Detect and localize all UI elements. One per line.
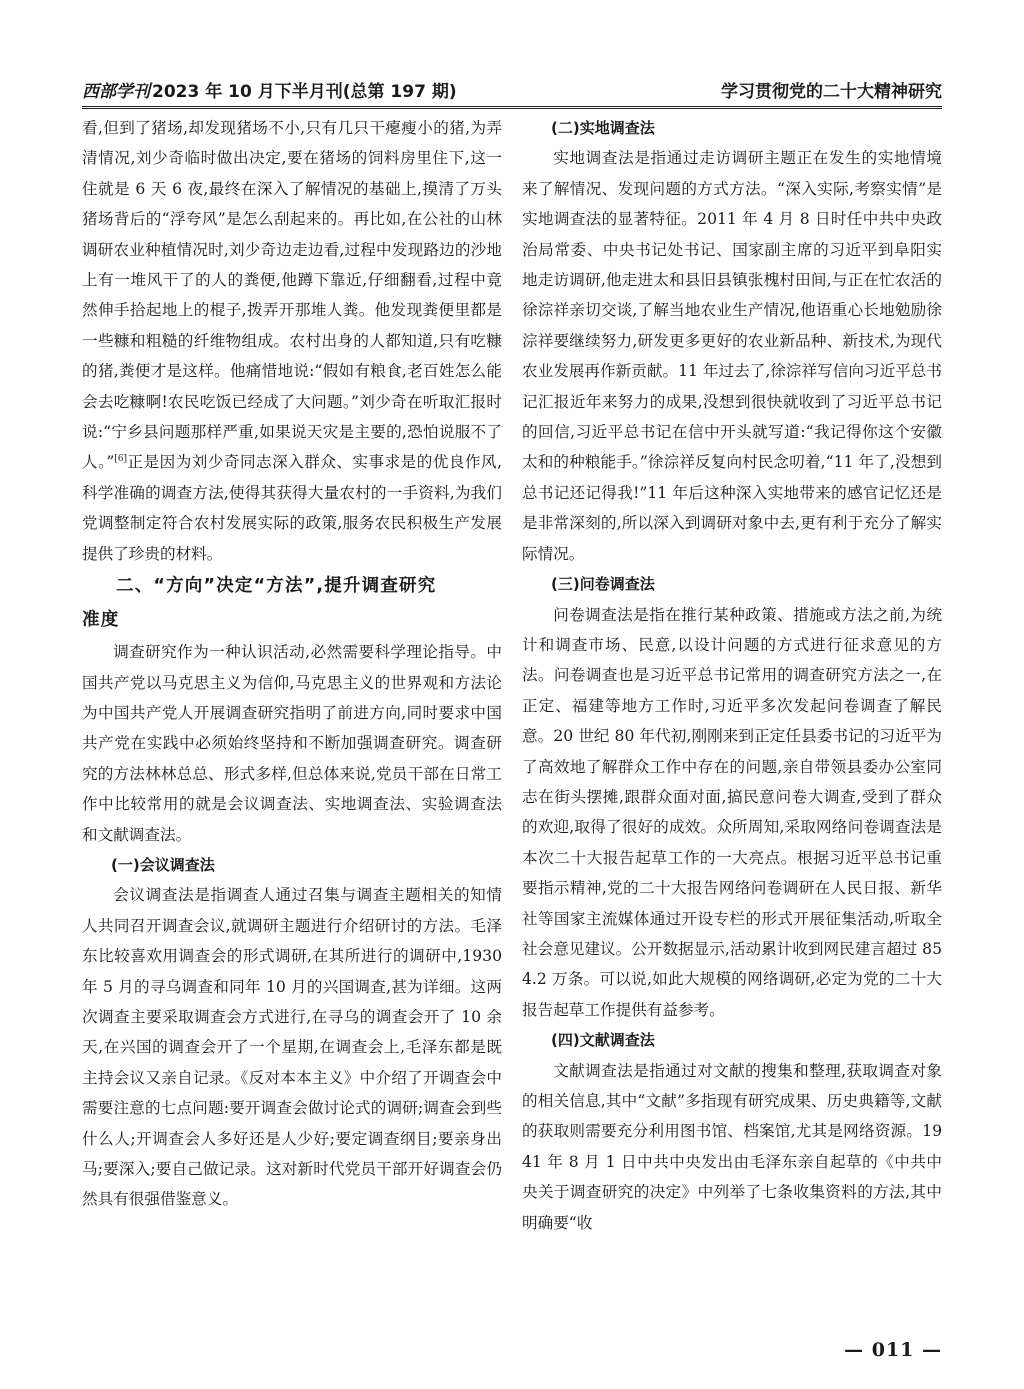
paragraph-text: 正是因为刘少奇同志深入群众、实事求是的优良作风,科学准确的调查方法,使得其获得大量农村的一手资料,为我们党调整制定符合农村发展实际的政策,服务农民积极生产发展提供了珍贵的材料。 (82, 453, 502, 563)
section-title: 学习贯彻党的二十大精神研究 (721, 82, 942, 102)
paragraph: 会议调查法是指调查人通过召集与调查主题相关的知情人共同召开调查会议,就调研主题进行介绍研讨的方法。毛泽东比较喜欢用调查会的形式调研,在其所进行的调研中,1930 年 5 月的寻乌调查和同年 10 月的兴国调查,甚为详细。这两次调查主要采取调查会方式进行,在寻乌的调查会开了 10 余天,在兴国的调查会开了一个星期,在调查会上,毛泽东都是既主持会议又亲自记录。《反对本本主义》中介绍了开调查会中需要注意的七点问题:要开调查会做讨论式的调研;调查会到些什么人;开调查会人多好还是人少好;要定调查纲目;要亲身出马;要深入;要自己做记录。这对新时代党员干部开好调查会仍然具有很强借鉴意义。 (82, 886, 502, 1209)
page-number: — 011 — (844, 1339, 942, 1361)
section-heading-line1: 二、“方向”决定“方法”,提升调查研究 (116, 576, 437, 597)
section-heading (82, 569, 502, 637)
paragraph: 问卷调查法是指在推行某种政策、措施或方法之前,为统计和调查市场、民意,以设计问题的方式进行征求意见的方法。问卷调查也是习近平总书记常用的调查研究方法之一,在正定、福建等地方工作时,习近平多次发起问卷调查了解民意。20 世纪 80 年代初,刚刚来到正定任县委书记的习近平为了高效地了解群众工作中存在的问题,亲自带领县委办公室同志在街头摆摊,跟群众面对面,搞民意问卷大调查,受到了群众的欢迎,取得了很好的成效。众所周知,采取网络问卷调查法是本次二十大报告起草工作的一大亮点。根据习近平总书记重要指示精神,党的二十大报告网络问卷调研在人民日报、新华社等国家主流媒体通过开设专栏的形式开展征集活动,听取全社会意见建议。公开数据显示,活动累计收到网民建言超过 854.2 万条。可以说,如此大规模的网络调研,必定为党的二十大报告起草工作提供有益参考。 (522, 605, 942, 1019)
section-heading-line2: 准度 (82, 610, 120, 631)
subsection-heading: (三)问卷调查法 (551, 575, 655, 594)
subsection-heading: (一)会议调查法 (111, 855, 215, 874)
left-column (82, 113, 502, 1215)
citation-ref: [6] (114, 454, 128, 465)
paragraph-text: 看,但到了猪场,却发现猪场不小,只有几只干瘪瘦小的猪,为弄清情况,刘少奇临时做出决定,要在猪场的饲料房里住下,这一住就是 6 天 6 夜,最终在深入了解情况的基础上,摸清了万头猪场背后的“浮夸风”是怎么刮起来的。再比如,在公社的山林调研农业种植情况时,刘少奇边走边看,过程中发现路边的沙地上有一堆风干了的人的粪便,他蹲下靠近,仔细翻看,过程中竟然伸手拾起地上的棍子,拨弄开那堆人粪。他发现粪便里都是一些糠和粗糙的纤维物组成。农村出身的人都知道,只有吃糠的猪,粪便才是这样。他痛惜地说:“假如有粮食,老百姓怎么能会去吃糠啊!农民吃饭已经成了大问题。”刘少奇在听取汇报时说:“宁乡县问题那样严重,如果说天灾是主要的,恐怕说服不了人。” (82, 119, 502, 472)
issue-info: 2023 年 10 月下半月刊(总第 197 期) (152, 82, 457, 102)
paragraph: 实地调查法是指通过走访调研主题正在发生的实地情境来了解情况、发现问题的方式方法。“深入实际,考察实情”是实地调查法的显著特征。2011 年 4 月 8 日时任中共中央政治局常委、中央书记处书记、国家副主席的习近平到阜阳实地走访调研,他走进太和县旧县镇张槐村田间,与正在忙农活的徐淙祥亲切交谈,了解当地农业生产情况,他语重心长地勉励徐淙祥要继续努力,研发更多更好的农业新品种、新技术,为现代农业发展再作新贡献。11 年过去了,徐淙祥写信向习近平总书记汇报近年来努力的成果,没想到很快就收到了习近平总书记的回信,习近平总书记在信中开头就写道:“我记得你这个安徽太和的种粮能手。”徐淙祥反复向村民念叨着,“11 年了,没想到总书记还记得我!”11 年后这种深入实地带来的感官记忆还是是非常深刻的,所以深入到调研对象中去,更有利于充分了解实际情况。 (522, 149, 942, 563)
paragraph: 文献调查法是指通过对文献的搜集和整理,获取调查对象的相关信息,其中“文献”多指现有研究成果、历史典籍等,文献的获取则需要充分利用图书馆、档案馆,尤其是网络资源。1941 年 8 月 1 日中共中央发出由毛泽东亲自起草的《中共中央关于调查研究的决定》中列举了七条收集资料的方法,其中明确要“收 (522, 1061, 942, 1232)
paragraph: 调查研究作为一种认识活动,必然需要科学理论指导。中国共产党以马克思主义为信仰,马克思主义的世界观和方法论为中国共产党人开展调查研究指明了前进方向,同时要求中国共产党在实践中必须始终坚持和不断加强调查研究。调查研究的方法林林总总、形式多样,但总体来说,党员干部在日常工作中比较常用的就是会议调查法、实地调查法、实验调查法和文献调查法。 (82, 643, 502, 844)
subsection-heading: (二)实地调查法 (551, 119, 655, 137)
running-header (82, 70, 942, 109)
journal-logo: 西部学刊 (82, 82, 150, 102)
journal-issue-line (82, 77, 457, 102)
right-column (522, 113, 942, 1238)
paragraph-continued (82, 113, 502, 569)
subsection-heading: (四)文献调查法 (551, 1031, 655, 1050)
